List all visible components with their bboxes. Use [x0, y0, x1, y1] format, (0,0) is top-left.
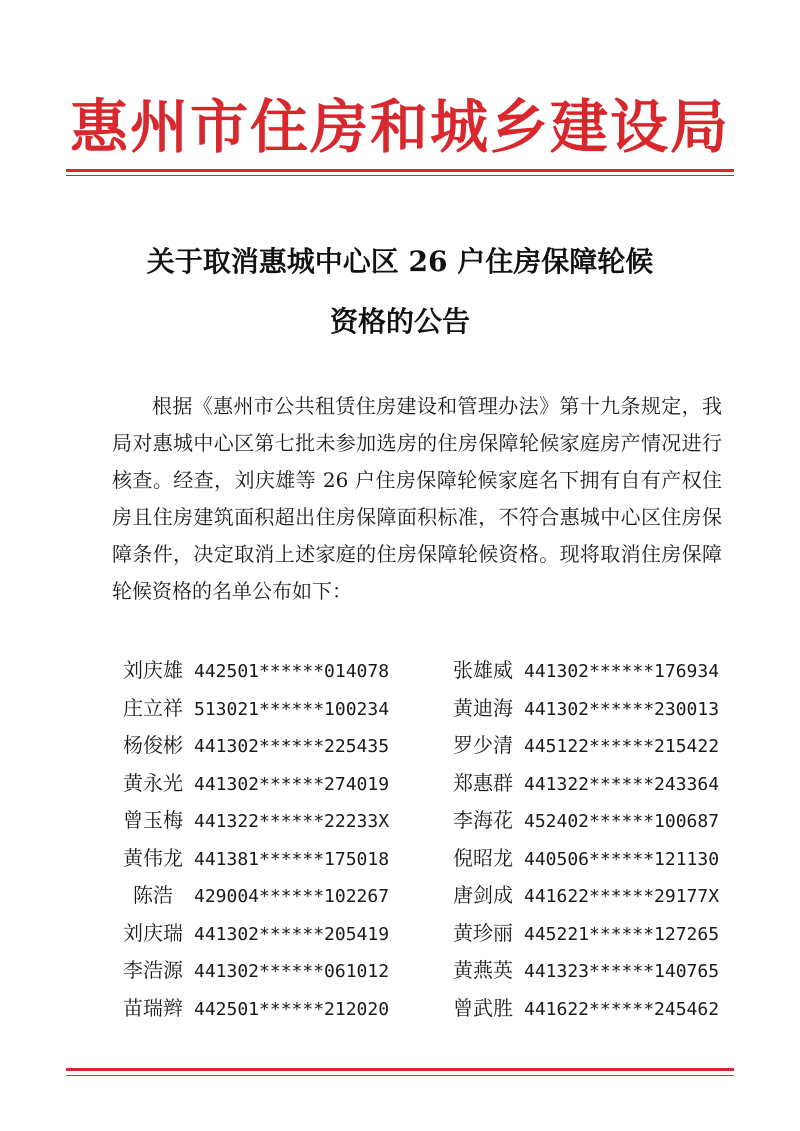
household-name: 刘庆雄: [123, 658, 183, 682]
household-name: 庄立祥: [123, 695, 183, 720]
masked-id-number: 445221******127265: [524, 923, 720, 945]
body-paragraph: 根据《惠州市公共租赁住房建设和管理办法》第十九条规定，我局对惠城中心区第七批未参加选房的住房保障轮候家庭房产情况进行核查。经查，刘庆雄等 26 户住房保障轮候家庭名下拥有自有产权住房且住房建筑面积超出住房保障面积标准，不符合惠城中心区住房保障条件，决定取消上述家庭的住房保障轮候资格。现将取消住房保障轮候资格的名单公布如下：: [112, 394, 722, 603]
household-name: 刘庆瑞: [123, 920, 183, 945]
footer-rule-thick: [66, 1068, 734, 1071]
list-item: [448, 765, 719, 803]
list-item: [118, 990, 389, 1028]
household-name: 罗少清: [453, 733, 513, 757]
masked-id-number: 441302******230013: [524, 698, 720, 720]
list-item: [448, 990, 719, 1028]
list-item: [118, 802, 389, 840]
household-name: 黄永光: [123, 770, 183, 795]
list-item: [118, 952, 389, 990]
list-item: [448, 952, 719, 990]
household-name: 唐剑成: [453, 883, 513, 907]
masked-id-number: 441302******274019: [194, 773, 390, 795]
household-name: 苗瑞辫: [123, 995, 183, 1020]
list-item: [448, 915, 719, 953]
list-item: [118, 915, 389, 953]
list-item: [448, 690, 719, 728]
masked-id-number: 441302******205419: [194, 923, 390, 945]
notice-body: [112, 388, 722, 610]
masked-id-number: 441381******175018: [194, 848, 390, 870]
masked-id-number: 441323******140765: [524, 961, 720, 982]
footer-rule-thin: [66, 1075, 734, 1076]
list-item: [118, 877, 389, 915]
household-name: 杨俊彬: [123, 733, 183, 757]
notice-title-line-1: 关于取消惠城中心区 26 户住房保障轮候: [146, 245, 654, 278]
household-name: 张雄威: [453, 658, 513, 682]
masked-id-number: 513021******100234: [194, 698, 390, 720]
list-item: [448, 802, 719, 840]
household-name: 李海花: [453, 808, 513, 832]
list-item: [448, 727, 719, 765]
revoked-list-left: [118, 652, 389, 1027]
household-name: 郑惠群: [453, 770, 513, 795]
masked-id-number: 452402******100687: [524, 811, 720, 832]
household-name: 黄迪海: [453, 695, 513, 720]
notice-title-line-2: 资格的公告: [329, 305, 470, 338]
household-name: 李浩源: [123, 958, 183, 982]
masked-id-number: 441302******061012: [194, 961, 390, 982]
letterhead-rule-thin: [66, 175, 734, 176]
masked-id-number: 429004******102267: [194, 886, 390, 907]
letterhead-title: 惠州市住房和城乡建设局: [69, 93, 730, 161]
masked-id-number: 441622******245462: [524, 998, 720, 1020]
masked-id-number: 442501******014078: [194, 661, 390, 682]
household-name: 倪昭龙: [453, 845, 513, 870]
household-name: 陈浩: [133, 883, 173, 907]
household-name: 曾玉梅: [123, 808, 183, 832]
household-name: 黄燕英: [453, 958, 513, 982]
list-item: [448, 652, 719, 690]
revoked-list-right: [448, 652, 719, 1027]
list-item: [118, 840, 389, 878]
masked-id-number: 441322******243364: [524, 773, 720, 795]
masked-id-number: 445122******215422: [524, 736, 720, 757]
letterhead-rule-thick: [66, 169, 734, 172]
masked-id-number: 441622******29177X: [524, 886, 720, 907]
masked-id-number: 441302******225435: [194, 736, 390, 757]
masked-id-number: 440506******121130: [524, 848, 720, 870]
list-item: [448, 840, 719, 878]
list-item: [448, 877, 719, 915]
masked-id-number: 441322******22233X: [194, 811, 390, 832]
household-name: 黄伟龙: [123, 845, 183, 870]
masked-id-number: 442501******212020: [194, 998, 390, 1020]
list-item: [118, 727, 389, 765]
household-name: 曾武胜: [453, 995, 513, 1020]
list-item: [118, 690, 389, 728]
household-name: 黄珍丽: [453, 920, 513, 945]
masked-id-number: 441302******176934: [524, 661, 720, 682]
list-item: [118, 652, 389, 690]
list-item: [118, 765, 389, 803]
